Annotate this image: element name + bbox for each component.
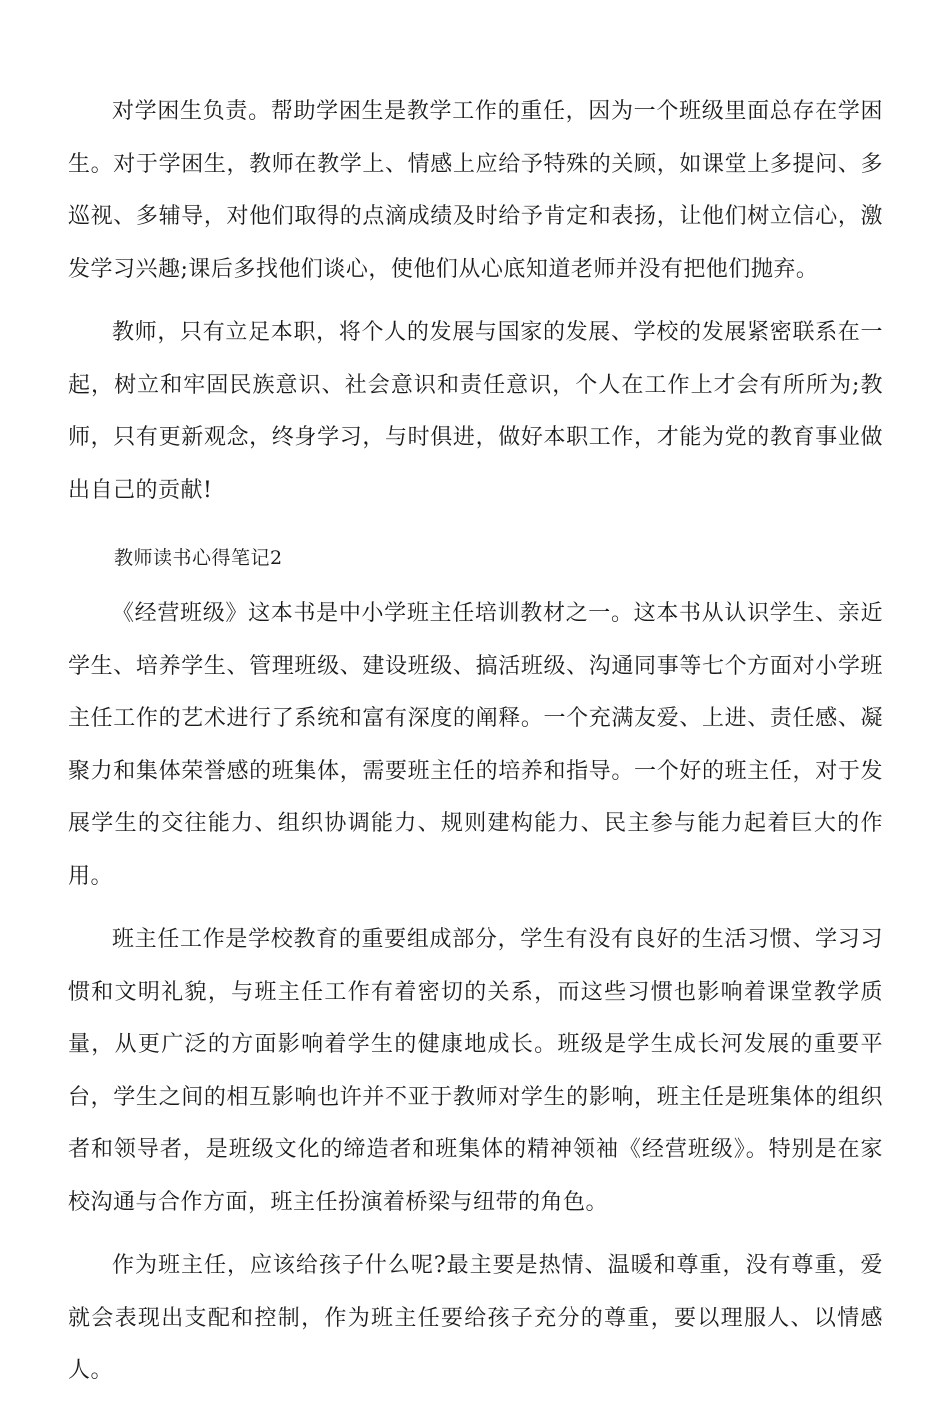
section-title: 教师读书心得笔记2 [114,547,283,569]
paragraph: 教师，只有立足本职，将个人的发展与国家的发展、学校的发展紧密联系在一起，树立和牢固民族意识、社会意识和责任意识，个人在工作上才会有所所为;教师，只有更新观念，终身学习，与时俱进，做好本职工作，才能为党的教育事业做出自己的贡献! [68,320,883,503]
paragraph: 对学困生负责。帮助学困生是教学工作的重任，因为一个班级里面总存在学困生。对于学困生，教师在教学上、情感上应给予特殊的关顾，如课堂上多提问、多巡视、多辅导，对他们取得的点滴成绩及时给予肯定和表扬，让他们树立信心，激发学习兴趣;课后多找他们谈心，使他们从心底知道老师并没有把他们抛弃。 [68,99,883,282]
paragraph: 班主任工作是学校教育的重要组成部分，学生有没有良好的生活习惯、学习习惯和文明礼貌，与班主任工作有着密切的关系，而这些习惯也影响着课堂教学质量，从更广泛的方面影响着学生的健康地成长。班级是学生成长河发展的重要平台，学生之间的相互影响也许并不亚于教师对学生的影响，班主任是班集体的组织者和领导者，是班级文化的缔造者和班集体的精神领袖《经营班级》。特别是在家校沟通与合作方面，班主任扮演着桥梁与纽带的角色。 [68,927,883,1215]
document-body [68,86,883,1409]
paragraph: 《经营班级》这本书是中小学班主任培训教材之一。这本书从认识学生、亲近学生、培养学生、管理班级、建设班级、搞活班级、沟通同事等七个方面对小学班主任工作的艺术进行了系统和富有深度的阐释。一个充满友爱、上进、责任感、凝聚力和集体荣誉感的班集体，需要班主任的培养和指导。一个好的班主任，对于发展学生的交往能力、组织协调能力、规则建构能力、民主参与能力起着巨大的作用。 [68,601,883,889]
paragraph: 作为班主任，应该给孩子什么呢?最主要是热情、温暖和尊重，没有尊重，爱就会表现出支配和控制，作为班主任要给孩子充分的尊重，要以理服人、以情感人。 [68,1253,883,1383]
